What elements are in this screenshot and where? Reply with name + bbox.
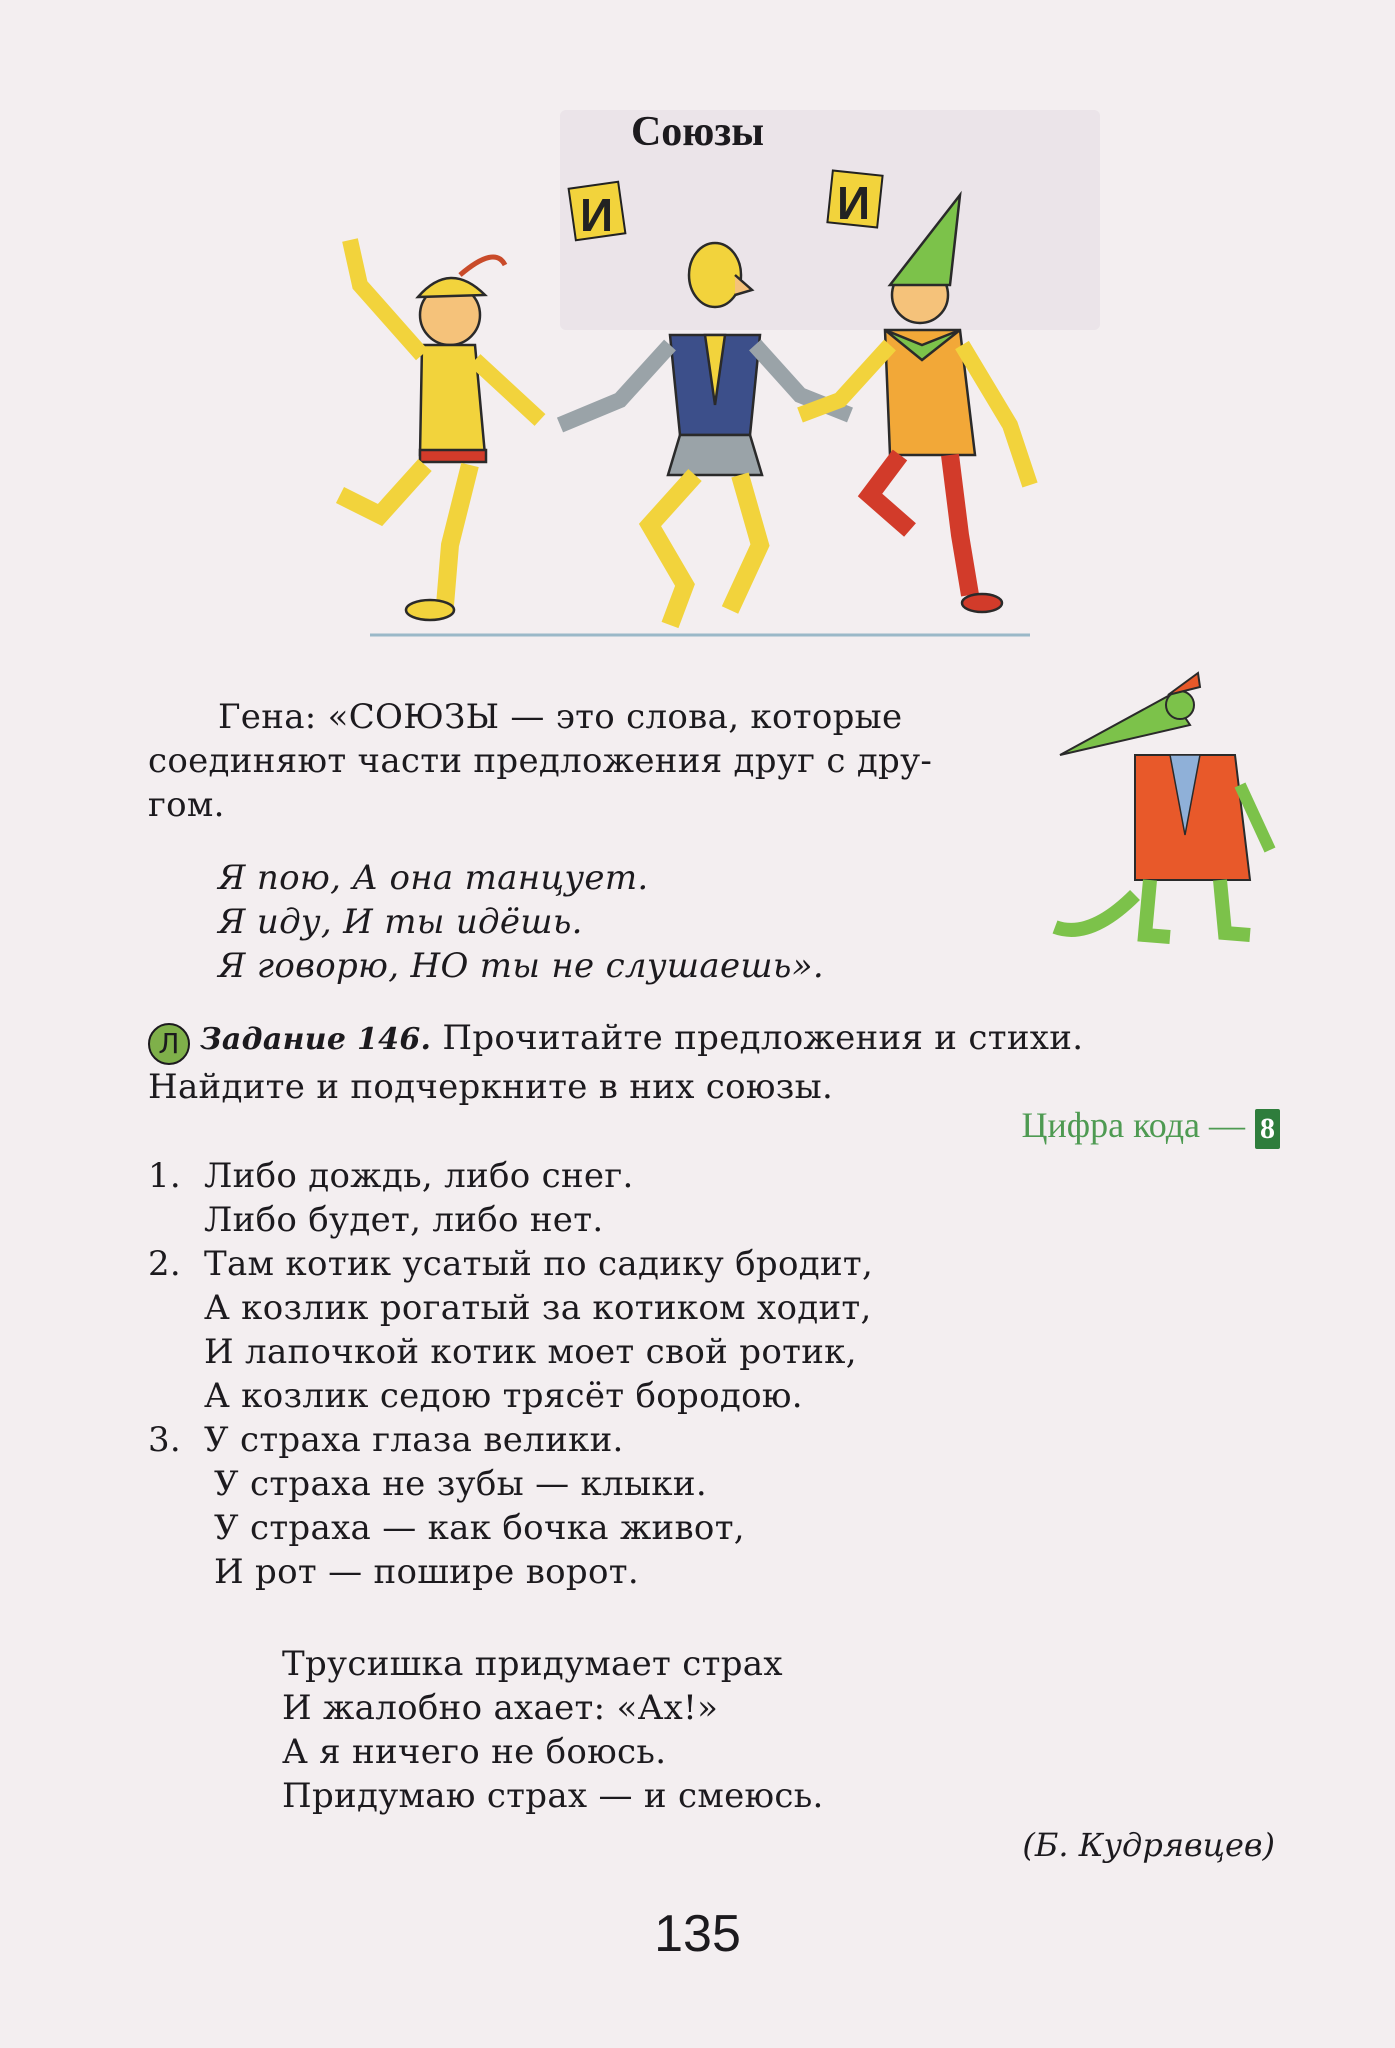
letter-i-left [569, 182, 626, 241]
definition-line: Гена: «СОЮЗЫ — это слова, которые [218, 697, 903, 737]
item-line: И рот — пошире ворот. [214, 1552, 639, 1592]
logic-task-icon: Л [148, 1023, 190, 1065]
item-number: 2. [148, 1244, 182, 1284]
numbered-items [148, 1154, 1148, 1594]
item-line: А козлик рогатый за котиком ходит, [204, 1288, 872, 1328]
example-line: Я иду, И ты идёшь. [218, 902, 583, 942]
dancer-left [340, 240, 540, 620]
item-line: Либо будет, либо нет. [204, 1200, 604, 1240]
dancing-conjunctions-illustration [310, 165, 1110, 665]
poem-line: Придумаю страх — и смеюсь. [282, 1776, 824, 1816]
svg-text:И: И [580, 189, 614, 241]
svg-text:И: И [837, 177, 871, 229]
dancer-middle [560, 243, 850, 625]
page-number: 135 [654, 1905, 741, 1963]
item-number: 1. [148, 1156, 182, 1196]
poem-line: Трусишка придумает страх [282, 1644, 783, 1684]
example-line: Я пою, А она танцует. [218, 858, 649, 898]
task-instruction-2: Найдите и подчеркните в них союзы. [148, 1067, 834, 1107]
page-title: Союзы [630, 109, 765, 155]
code-digit-row [700, 1104, 1280, 1149]
task-label: Задание 146. [200, 1022, 432, 1057]
item-line: У страха — как бочка живот, [214, 1508, 745, 1548]
code-label: Цифра кода — [1021, 1105, 1245, 1145]
example-sentences [218, 856, 1118, 988]
dancer-right [800, 195, 1030, 612]
item-line: У страха глаза велики. [204, 1420, 624, 1460]
definition-line: гом. [148, 785, 225, 825]
letter-i-right [827, 171, 882, 229]
poem-line: А я ничего не боюсь. [282, 1732, 667, 1772]
poem-author: (Б. Кудрявцев) [1022, 1826, 1275, 1864]
item-line: Там котик усатый по садику бродит, [204, 1244, 874, 1284]
task-146 [148, 1016, 1288, 1109]
item-line: А козлик седою трясёт бородою. [204, 1376, 803, 1416]
poem-line: И жалобно ахает: «Ах!» [282, 1688, 719, 1728]
task-instruction-1: Прочитайте предложения и стихи. [442, 1018, 1084, 1058]
poem [282, 1642, 1182, 1818]
example-line: Я говорю, НО ты не слушаешь». [218, 946, 824, 986]
code-digit-badge: 8 [1255, 1109, 1280, 1149]
item-line: И лапочкой котик моет свой ротик, [204, 1332, 857, 1372]
definition-line: соединяют части предложения друг с дру- [148, 741, 933, 781]
item-line: У страха не зубы — клыки. [214, 1464, 707, 1504]
item-line: Либо дождь, либо снег. [204, 1156, 634, 1196]
definition-text [148, 695, 1028, 827]
item-number: 3. [148, 1420, 182, 1460]
